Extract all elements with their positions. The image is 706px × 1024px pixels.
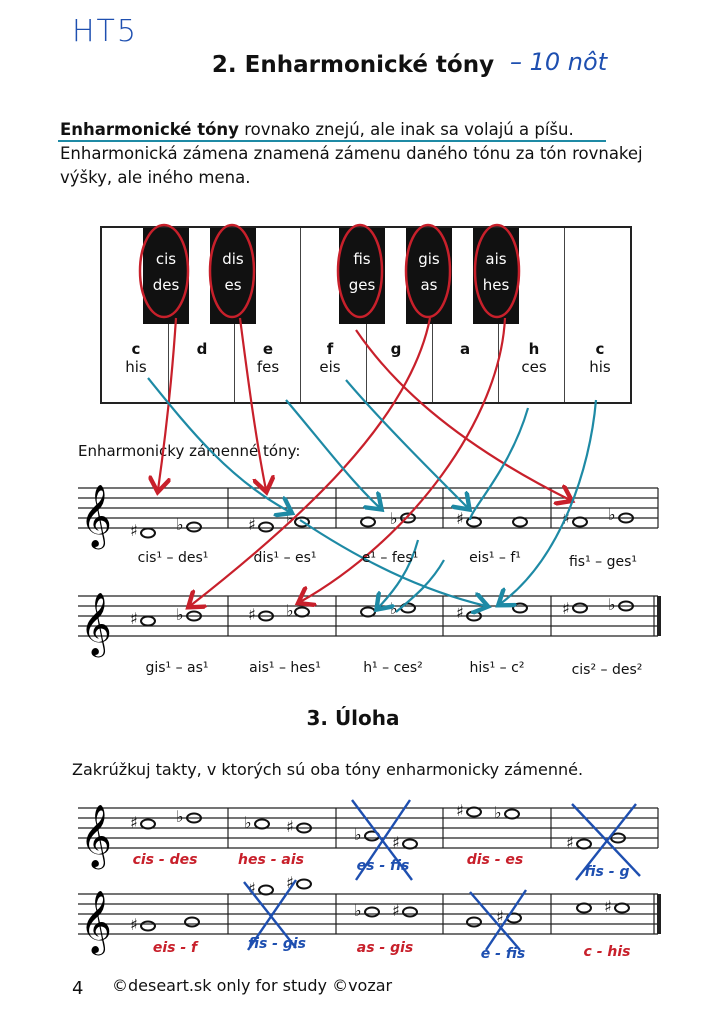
svg-text:♯: ♯ xyxy=(566,833,574,852)
answer: fis - g xyxy=(584,864,630,880)
treble-clef-icon: 𝄞 xyxy=(80,592,112,655)
task-title: 3. Úloha xyxy=(306,706,400,730)
caption: gis¹ – as¹ xyxy=(145,660,209,676)
svg-text:♯: ♯ xyxy=(562,599,570,618)
svg-text:♯: ♯ xyxy=(562,509,570,528)
answer: e - fis xyxy=(480,946,526,962)
answer: fis - gis xyxy=(247,936,307,952)
svg-text:♯: ♯ xyxy=(130,813,138,832)
svg-text:♯: ♯ xyxy=(456,603,464,622)
svg-text:♯: ♯ xyxy=(456,509,464,528)
svg-text:𝄞: 𝄞 xyxy=(80,804,112,867)
svg-text:♯: ♯ xyxy=(286,873,294,892)
white-key-label: h ces xyxy=(521,340,547,376)
svg-text:♯: ♯ xyxy=(130,609,138,628)
caption: cis¹ – des¹ xyxy=(137,550,209,566)
white-key-label: c his xyxy=(125,340,147,376)
circle-ais xyxy=(475,225,519,317)
white-key-label: g xyxy=(390,340,402,358)
treble-clef-icon: 𝄞 xyxy=(80,484,112,547)
caption: his¹ – c² xyxy=(469,660,525,676)
svg-text:♭: ♭ xyxy=(494,803,502,822)
svg-text:♭: ♭ xyxy=(608,595,616,614)
svg-text:♯: ♯ xyxy=(392,901,400,920)
svg-text:♭: ♭ xyxy=(176,515,184,534)
svg-text:♭: ♭ xyxy=(286,509,294,528)
white-key-label: e fes xyxy=(256,340,280,376)
svg-text:♯: ♯ xyxy=(248,879,256,898)
caption: e¹ – fes¹ xyxy=(361,550,419,566)
caption: h¹ – ces² xyxy=(363,660,423,676)
footer-text: ©deseart.sk only for study ©vozar xyxy=(112,976,393,995)
svg-text:♭: ♭ xyxy=(244,813,252,832)
black-key-gis: gis as xyxy=(406,228,452,324)
svg-text:𝄞: 𝄞 xyxy=(80,890,112,953)
svg-text:♯: ♯ xyxy=(248,515,256,534)
answer: c - his xyxy=(583,944,631,960)
teal-arrows xyxy=(148,378,596,612)
task-instruction: Zakrúžkuj takty, v ktorých sú oba tóny enharmonicky zámenné. xyxy=(72,760,584,779)
svg-text:♯: ♯ xyxy=(604,897,612,916)
svg-text:♯: ♯ xyxy=(456,801,464,820)
caption: cis² – des² xyxy=(571,662,643,678)
svg-text:♭: ♭ xyxy=(286,601,294,620)
svg-text:♯: ♯ xyxy=(286,817,294,836)
white-key-label: a xyxy=(459,340,471,358)
svg-text:♯: ♯ xyxy=(130,521,138,540)
black-key-cis: cis des xyxy=(143,228,189,324)
svg-text:♭: ♭ xyxy=(354,901,362,920)
svg-text:♭: ♭ xyxy=(176,605,184,624)
caption: ais¹ – hes¹ xyxy=(249,660,321,676)
intro-term: Enharmonické tóny xyxy=(60,120,239,139)
svg-text:♯: ♯ xyxy=(130,915,138,934)
white-key-label: c his xyxy=(589,340,611,376)
staff-2 xyxy=(78,592,659,658)
svg-text:♭: ♭ xyxy=(176,807,184,826)
red-circles xyxy=(140,225,519,317)
svg-text:♭: ♭ xyxy=(354,825,362,844)
page-number: 4 xyxy=(72,978,84,999)
caption: fis¹ – ges¹ xyxy=(568,554,638,570)
svg-text:♯: ♯ xyxy=(496,907,504,926)
circle-gis xyxy=(406,225,450,317)
staff-section-label: Enharmonicky zámenné tóny: xyxy=(78,442,301,460)
white-key-label: f eis xyxy=(319,340,341,376)
circle-dis xyxy=(210,225,254,317)
svg-text:♭: ♭ xyxy=(390,509,398,528)
answer: cis - des xyxy=(132,852,198,868)
circle-cis xyxy=(140,225,188,317)
caption: dis¹ – es¹ xyxy=(253,550,317,566)
answer: eis - f xyxy=(152,940,198,956)
answer: dis - es xyxy=(466,852,524,868)
intro-text: rovnako znejú, ale inak sa volajú a píšu. Enharmonická zámena znamená zámenu daného tónu za tón rovnakej výšky, ale iného mena. xyxy=(60,120,643,187)
white-key-label: d xyxy=(196,340,208,358)
staff-1 xyxy=(78,484,658,550)
black-key-fis: fis ges xyxy=(339,228,385,324)
answer: hes - ais xyxy=(238,852,304,868)
black-key-dis: dis es xyxy=(210,228,256,324)
circle-fis xyxy=(338,225,382,317)
svg-text:♯: ♯ xyxy=(248,605,256,624)
handwritten-note: – 10 nôt xyxy=(510,48,608,76)
svg-text:♭: ♭ xyxy=(608,505,616,524)
black-key-ais: ais hes xyxy=(473,228,519,324)
caption: eis¹ – f¹ xyxy=(469,550,521,566)
handwritten-code: HT5 xyxy=(72,14,138,49)
section-title: 2. Enharmonické tóny xyxy=(211,52,495,78)
svg-text:♭: ♭ xyxy=(390,599,398,618)
answer: es - fis xyxy=(356,858,410,874)
answer: as - gis xyxy=(356,940,414,956)
svg-text:♯: ♯ xyxy=(392,833,400,852)
